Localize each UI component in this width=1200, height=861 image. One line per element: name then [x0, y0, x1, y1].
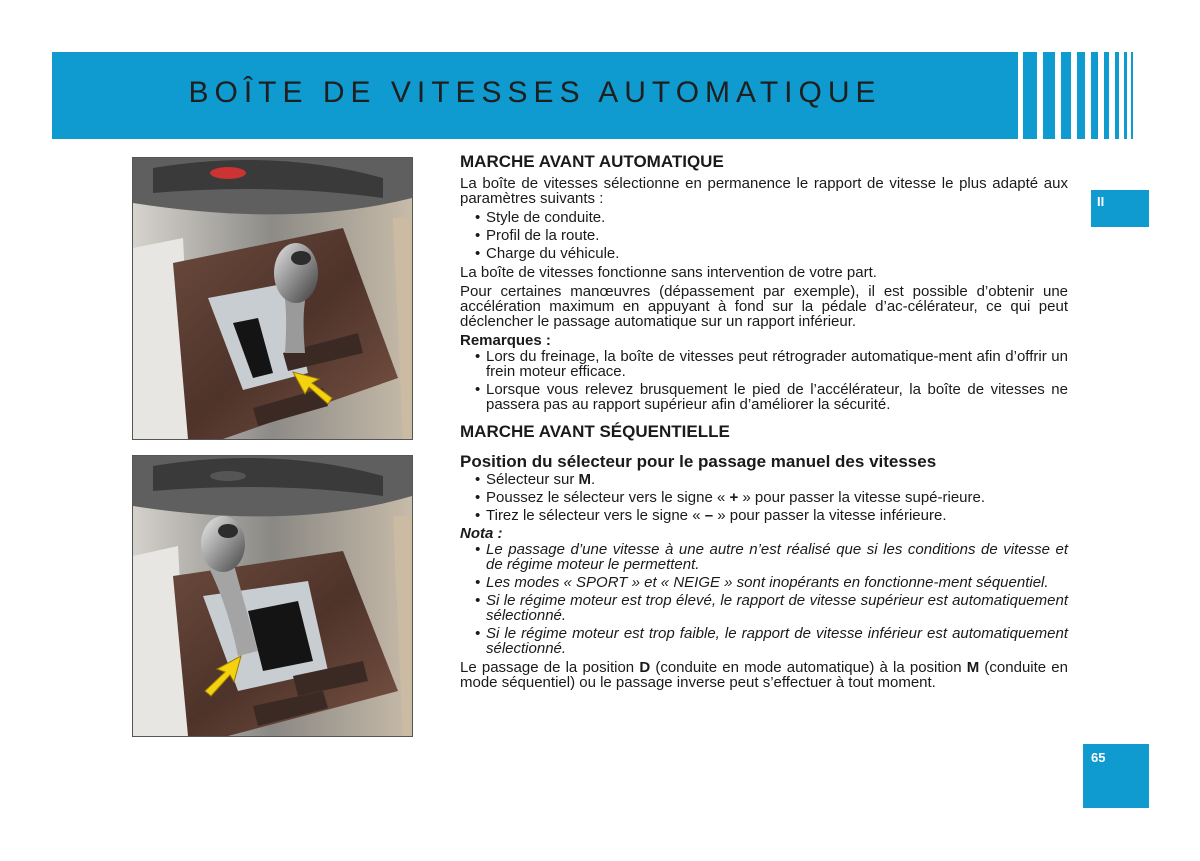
section-heading-sequential: MARCHE AVANT SÉQUENTIELLE	[460, 422, 730, 441]
bullet-icon: •	[475, 507, 481, 524]
list-item: • Si le régime moteur est trop élevé, le rapport de vitesse supérieur est automatiquement sélectionné.	[475, 592, 1068, 624]
list-item: • Sélecteur sur M.	[475, 471, 596, 488]
bullet-icon: •	[475, 245, 481, 262]
bullet-icon: •	[475, 489, 481, 506]
list-item: • Si le régime moteur est trop faible, le rapport de vitesse inférieur est automatiquement sélectionné.	[475, 625, 1068, 657]
remarks-label: Remarques :	[460, 332, 551, 349]
chapter-tab	[1091, 190, 1149, 227]
list-item: • Profil de la route.	[475, 227, 600, 244]
paragraph: Pour certaines manœuvres (dépassement par exemple), il est possible d’obtenir une accélération maximum en appuyant à fond sur la pédale d’ac-célérateur, ce qui peut déclencher le passage automatique sur un rapport inférieur.	[460, 283, 1068, 330]
bullet-icon: •	[475, 541, 481, 558]
list-item: • Lors du freinage, la boîte de vitesses peut rétrograder automatique-ment afin d’offrir un frein moteur efficace.	[475, 348, 1068, 380]
paragraph-final: Le passage de la position D (conduite en mode automatique) à la position M (conduite en mode séquentiel) ou le passage inverse peut s’effectuer à tout moment.	[460, 659, 1068, 691]
bullet-icon: •	[475, 209, 481, 226]
bullet-icon: •	[475, 625, 481, 642]
list-item: • Lorsque vous relevez brusquement le pied de l’accélérateur, la boîte de vitesses ne passera pas au rapport supérieur afin d’améliorer la sécurité.	[475, 381, 1068, 413]
header-stripes	[1018, 52, 1138, 139]
list-item: • Style de conduite.	[475, 209, 606, 226]
bullet-icon: •	[475, 381, 481, 398]
subsection-heading: Position du sélecteur pour le passage manuel des vitesses	[460, 452, 937, 471]
gear-selector-photo-automatic	[132, 157, 413, 440]
list-item: • Charge du véhicule.	[475, 245, 620, 262]
paragraph: La boîte de vitesses sélectionne en permanence le rapport de vitesse le plus adapté aux paramètres suivants :	[460, 175, 1068, 207]
main-content	[460, 152, 1068, 694]
section-heading-automatic: MARCHE AVANT AUTOMATIQUE	[460, 152, 724, 171]
list-item: • Le passage d’une vitesse à une autre n’est réalisé que si les conditions de vitesse et de régime moteur le permettent.	[475, 541, 1068, 573]
bullet-icon: •	[475, 592, 481, 609]
page-number: 65	[1091, 750, 1106, 765]
page-title: BOÎTE DE VITESSES AUTOMATIQUE	[188, 76, 882, 109]
bullet-icon: •	[475, 471, 481, 488]
page-number-tab	[1083, 744, 1149, 808]
nota-label: Nota :	[460, 525, 503, 542]
bullet-icon: •	[475, 574, 481, 591]
chapter-number: II	[1097, 194, 1105, 209]
bullet-icon: •	[475, 227, 481, 244]
list-item: • Tirez le sélecteur vers le signe « – » pour passer la vitesse inférieure.	[475, 507, 947, 524]
bullet-icon: •	[475, 348, 481, 365]
gear-selector-photo-sequential	[132, 455, 413, 737]
paragraph: La boîte de vitesses fonctionne sans intervention de votre part.	[460, 264, 877, 281]
list-item: • Les modes « SPORT » et « NEIGE » sont inopérants en fonctionne-ment séquentiel.	[475, 574, 1049, 591]
header-banner	[52, 52, 1018, 139]
list-item: • Poussez le sélecteur vers le signe « + » pour passer la vitesse supé-rieure.	[475, 489, 986, 506]
